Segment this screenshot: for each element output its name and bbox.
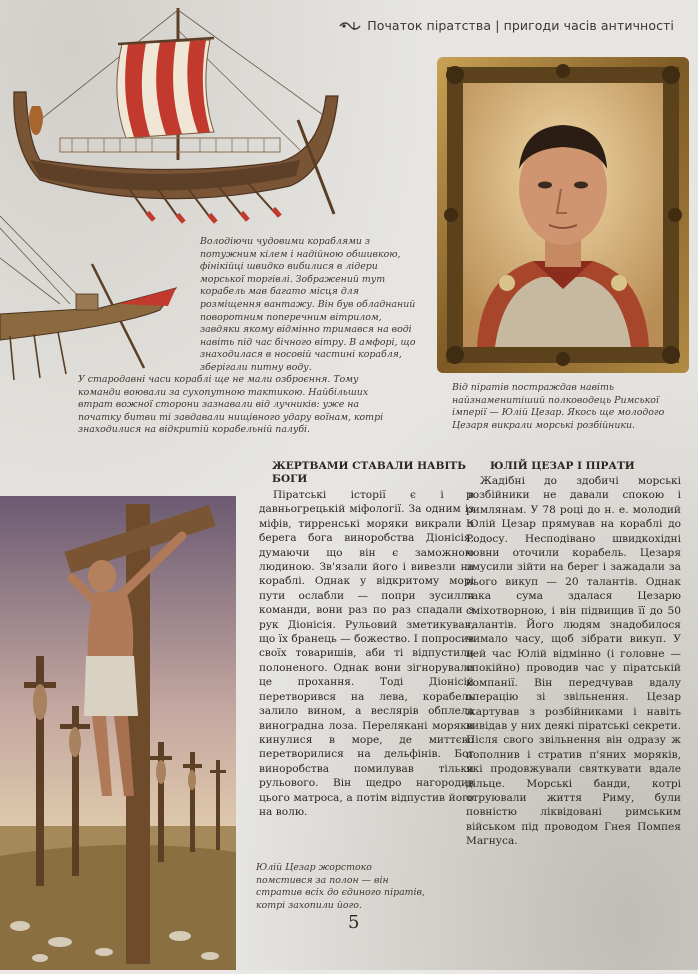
warship-caption: У стародавні часи кораблі ще не мали озброєння. Тому команди воювали за сухопутною тактикою. Найбільших втрат вожної сторони зазнавали від лучників: уже на початку битви ті завдавали нищівного удару воїнам, котрі знаходилися на відкритій корабельній палубі. bbox=[78, 374, 384, 436]
warship-illustration bbox=[0, 208, 180, 388]
page-number: 5 bbox=[348, 912, 360, 933]
phoenician-ship-illustration bbox=[0, 0, 360, 240]
portrait-caption: Від піратів постраждав навіть найзнаменитіший полководець Римської імперії — Юлій Цезар. Якось ще молодого Цезаря викрали морські розбійники. bbox=[452, 382, 665, 431]
caesar-heading: ЮЛІЙ ЦЕЗАР І ПІРАТИ bbox=[490, 460, 635, 472]
gods-text: Піратські історії є і в давньогрецькій міфології. За одним із міфів, тирренські моряки викрали з берега бога виноробства Діонісія, думаючи що він є заможною людиною. Зв'язали його і вивезли на кораблі. Однак у відкритому морі пути ослабли — попри зусилля команди, вони раз по раз спадали з рук Діонісія. Рульовий зметикував, що їх бранець — божество. І попросив своїх товаришів, аби ті відпустили полоненого. Однак вони зігнорували це прохання. Тоді Діонісій перетворився на лева, корабель залило вином, а веслярів обплела виноградна лоза. Перелякані моряки кинулися в море, де миттєво перетворилися на дельфінів. Бог виноробства помилував тільки рульового. Він щедро нагородив цього матроса, а потім відпустив його на волю. bbox=[259, 489, 474, 818]
ship-caption: Володіючи чудовими кораблями з потужним кілем і надійною обшивкою, фінікійці швидко вибилися в лідери морської торгівлі. Зображений тут корабель мав багато місця для розміщення вантажу. Він був обладнаний поворотним поперечним вітрилом, завдяки якому відмінно тримався на воді навіть під час бічного вітру. В амфорі, що знаходилася в носовій частині корабля, зберігали питну воду. bbox=[200, 236, 416, 373]
caesar-text: Жадібні до здобичі морські розбійники не давали спокою і римлянам. У 78 році до н. е. молодий Юлій Цезар прямував на кораблі до Родосу. Несподівано швидкохідні човни оточили корабель. Цезаря змусили зійти на берег і зажадали за нього викуп — 20 талантів. Однак така сума здалася Цезарю сміхотворною, і він підвищив її до 50 талантів. Його людям знадобилося чимало часу, щоб зібрати викуп. У цей час Юлій відмінно (і головне — спокійно) проводив час у піратській компанії. Він передчував вдалу операцію зі звільнення. Цезар жартував з розбійниками і навіть вивідав у них деякі піратські секрети. Після свого звільнення він одразу ж пополнив і стратив п'яних моряків, які продовжували святкувати вдале дільце. Морські банди, котрі отруювали життя Риму, були повністю ліквідовані римським військом під проводом Гнея Помпея Магнуса. bbox=[466, 475, 681, 848]
section-header bbox=[339, 18, 674, 33]
caesar-article bbox=[466, 474, 681, 849]
section-title: Початок піратства | пригоди часів античності bbox=[367, 18, 674, 33]
gods-heading: ЖЕРТВАМИ СТАВАЛИ НАВІТЬ БОГИ bbox=[272, 460, 466, 485]
gods-article bbox=[259, 488, 474, 819]
crucifixion-caption: Юлій Цезар жорстоко помстився за полон — він стратив всіх до єдиного піратів, котрі захопили його. bbox=[256, 862, 425, 911]
caesar-portrait bbox=[437, 57, 689, 373]
crucifixion-illustration bbox=[0, 496, 236, 970]
